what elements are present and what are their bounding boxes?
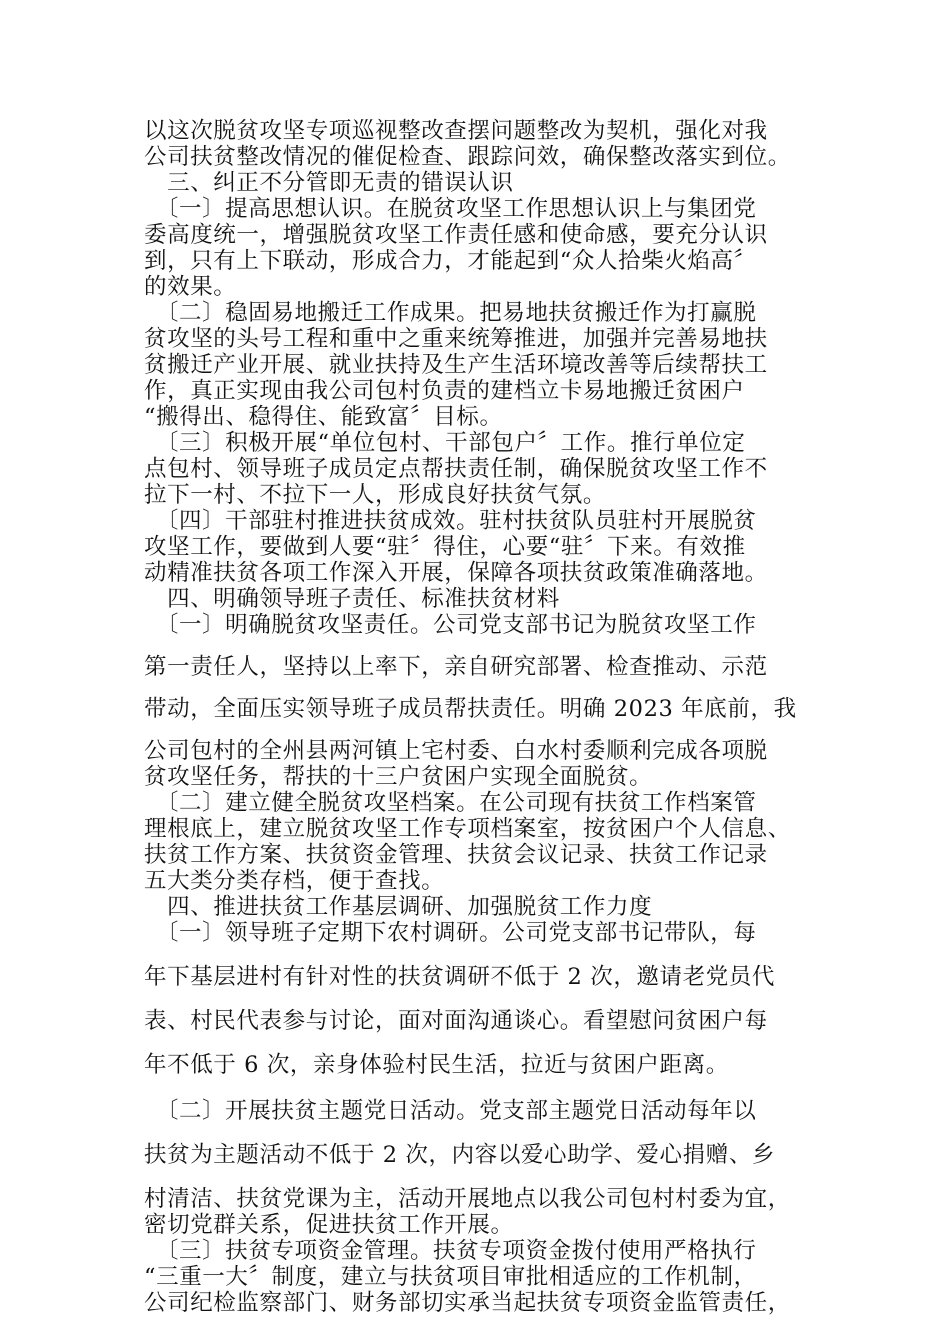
text-line: 作，真正实现由我公司包村负责的建档立卡易地搬迁贫困户 (144, 378, 745, 404)
text-line: 年不低于 6 次，亲身体验村民生活，拉近与贫困户距离。 (144, 1052, 729, 1078)
text-line: 攻坚工作，要做到人要“驻〞得住，心要“驻〞下来。有效推 (144, 534, 746, 560)
text-line: 〔一〕提高思想认识。在脱贫攻坚工作思想认识上与集团党 (144, 196, 757, 222)
text-line: 〔一〕明确脱贫攻坚责任。公司党支部书记为脱贫攻坚工作 (144, 612, 757, 638)
text-line: 贫攻坚任务，帮扶的十三户贫困户实现全面脱贫。 (144, 764, 653, 790)
section-heading: 四、推进扶贫工作基层调研、加强脱贫工作力度 (144, 894, 653, 920)
text-line: 五大类分类存档，便于查找。 (144, 868, 445, 894)
text-line: 表、村民代表参与讨论，面对面沟通谈心。看望慰问贫困户每 (144, 1008, 768, 1034)
text-line: 扶贫为主题活动不低于 2 次，内容以爱心助学、爱心捐赠、乡 (144, 1142, 776, 1168)
text-line: 〔三〕积极开展“单位包村、干部包户〞工作。推行单位定 (144, 430, 746, 456)
text-line: 〔一〕领导班子定期下农村调研。公司党支部书记带队，每 (144, 920, 757, 946)
text-line: 〔四〕干部驻村推进扶贫成效。驻村扶贫队员驻村开展脱贫 (144, 508, 757, 534)
text-line: 公司扶贫整改情况的催促检查、跟踪问效，确保整改落实到位。 (144, 144, 791, 170)
document-page (144, 118, 812, 1316)
text-line: 密切党群关系，促进扶贫工作开展。 (144, 1212, 514, 1238)
text-line: 〔二〕建立健全脱贫攻坚档案。在公司现有扶贫工作档案管 (144, 790, 757, 816)
text-line: “三重一大〞制度，建立与扶贫项目审批相适应的工作机制， (144, 1264, 757, 1290)
section-heading: 三、纠正不分管即无责的错误认识 (144, 170, 514, 196)
text-line: 拉下一村、不拉下一人，形成良好扶贫气氛。 (144, 482, 607, 508)
text-line: 委高度统一，增强脱贫攻坚工作责任感和使命感，要充分认识 (144, 222, 768, 248)
text-line: 带动，全面压实领导班子成员帮扶责任。明确 2023 年底前，我 (144, 696, 797, 722)
section-heading: 四、明确领导班子责任、标准扶贫材料 (144, 586, 560, 612)
text-line: 的效果。 (144, 274, 237, 300)
text-line: “搬得出、稳得住、能致富〞目标。 (144, 404, 503, 430)
text-line: 〔二〕开展扶贫主题党日活动。党支部主题党日活动每年以 (144, 1098, 757, 1124)
text-line: 村清洁、扶贫党课为主，活动开展地点以我公司包村村委为宜， (144, 1186, 791, 1212)
text-line: 理根底上，建立脱贫攻坚工作专项档案室，按贫困户个人信息、 (144, 816, 791, 842)
text-line: 扶贫工作方案、扶贫资金管理、扶贫会议记录、扶贫工作记录 (144, 842, 768, 868)
text-line: 公司纪检监察部门、财务部切实承当起扶贫专项资金监管责任， (144, 1290, 791, 1316)
text-line: 贫攻坚的头号工程和重中之重来统筹推进，加强并完善易地扶 (144, 326, 768, 352)
text-line: 点包村、领导班子成员定点帮扶责任制，确保脱贫攻坚工作不 (144, 456, 768, 482)
text-line: 到，只有上下联动，形成合力，才能起到“众人拾柴火焰高〞 (144, 248, 757, 274)
text-line: 〔二〕稳固易地搬迁工作成果。把易地扶贫搬迁作为打赢脱 (144, 300, 757, 326)
text-line: 年下基层进村有针对性的扶贫调研不低于 2 次，邀请老党员代 (144, 964, 776, 990)
text-line: 公司包村的全州县两河镇上宅村委、白水村委顺利完成各项脱 (144, 738, 768, 764)
text-line: 贫搬迁产业开展、就业扶持及生产生活环境改善等后续帮扶工 (144, 352, 768, 378)
text-line: 第一责任人，坚持以上率下，亲自研究部署、检查推动、示范 (144, 654, 768, 680)
text-line: 动精准扶贫各项工作深入开展，保障各项扶贫政策准确落地。 (144, 560, 768, 586)
text-line: 以这次脱贫攻坚专项巡视整改查摆问题整改为契机，强化对我 (144, 118, 768, 144)
text-line: 〔三〕扶贫专项资金管理。扶贫专项资金拨付使用严格执行 (144, 1238, 757, 1264)
